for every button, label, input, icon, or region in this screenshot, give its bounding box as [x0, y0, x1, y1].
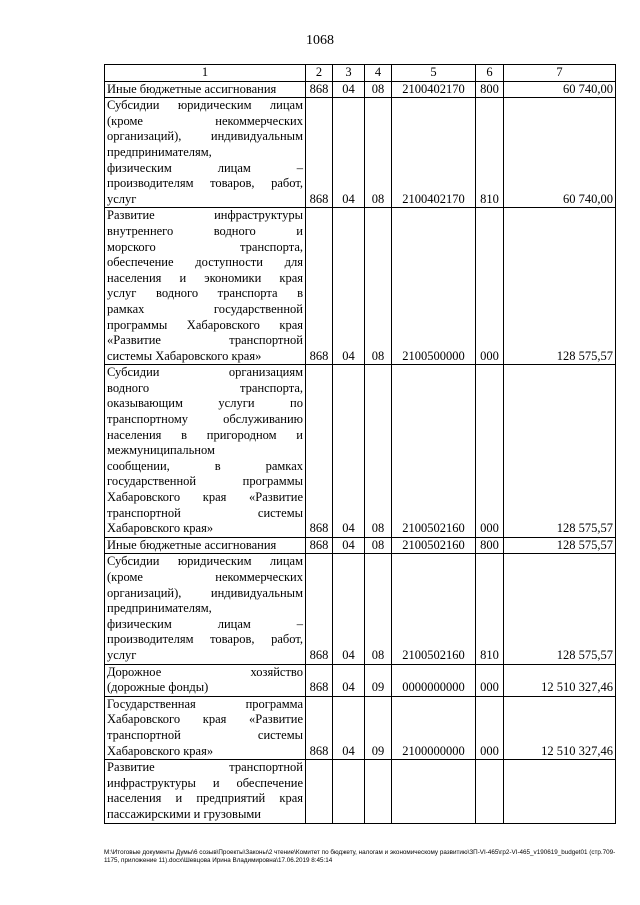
subsection-code-cell: 08 [365, 365, 392, 538]
expense-name-line: оказывающим услуги по [107, 396, 303, 411]
expense-name-line: инфраструктуры и обеспечение [107, 775, 303, 790]
expense-type-cell: 800 [476, 537, 504, 554]
header-cell: 5 [392, 65, 476, 82]
page-number: 1068 [306, 33, 334, 48]
expense-name-line: межмуниципальном [107, 443, 215, 458]
expense-name-line: организаций), индивидуальным [107, 585, 303, 600]
expense-name-cell [105, 81, 306, 98]
expense-name-line: Хабаровского края «Развитие [107, 712, 303, 727]
header-cell: 1 [105, 65, 306, 82]
subsection-code-cell: 08 [365, 554, 392, 664]
target-article-cell: 2100402170 [392, 81, 476, 98]
expense-name-cell [105, 365, 306, 538]
header-cell: 4 [365, 65, 392, 82]
expense-name-line: Дорожное хозяйство [107, 664, 303, 679]
expense-name-cell [105, 696, 306, 759]
expense-name-line: (кроме некоммерческих [107, 113, 303, 128]
expense-type-cell: 800 [476, 81, 504, 98]
expense-name-cell [105, 760, 306, 823]
expense-name-cell [105, 98, 306, 208]
section-code-cell: 04 [333, 554, 365, 664]
table-row [105, 81, 616, 98]
expense-name-line: транспортной системы [107, 505, 303, 520]
expense-name-line: Субсидии юридическим лицам [107, 554, 303, 569]
expense-name-line: производителям товаров, работ, [107, 176, 303, 191]
expense-name-line: (кроме некоммерческих [107, 570, 303, 584]
header-cell: 7 [504, 65, 616, 82]
expense-type-cell: 810 [476, 554, 504, 664]
expense-name-line: Субсидии юридическим лицам [107, 98, 303, 113]
expense-name-line: производителям товаров, работ, [107, 632, 303, 647]
expense-name-cell [105, 208, 306, 365]
amount-cell: 60 740,00 [504, 81, 616, 98]
amount-cell: 12 510 327,46 [504, 696, 616, 759]
expense-type-cell: 810 [476, 98, 504, 208]
table-row [105, 537, 616, 554]
subsection-code-cell: 08 [365, 208, 392, 365]
expense-type-cell [476, 760, 504, 823]
section-code-cell: 04 [333, 81, 365, 98]
ministry-code-cell: 868 [306, 696, 333, 759]
expense-name-line: населения и экономики края [107, 270, 303, 285]
header-cell: 6 [476, 65, 504, 82]
table-row [105, 554, 616, 664]
expense-name-line: Хабаровского края «Развитие [107, 490, 303, 505]
expense-name-line: системы Хабаровского края» [107, 348, 262, 363]
amount-cell: 60 740,00 [504, 98, 616, 208]
ministry-code-cell: 868 [306, 208, 333, 365]
target-article-cell: 0000000000 [392, 664, 476, 696]
target-article-cell: 2100502160 [392, 537, 476, 554]
expense-name-line: (дорожные фонды) [107, 680, 209, 695]
expense-name-line: сообщении, в рамках [107, 458, 303, 473]
expense-name-line: морского транспорта, [107, 239, 303, 254]
table-row [105, 98, 616, 208]
expense-name-cell [105, 664, 306, 696]
expense-name-line: обеспечение доступности для [107, 255, 303, 270]
expense-type-cell: 000 [476, 208, 504, 365]
expense-name-line: Развитие инфраструктуры [107, 208, 303, 223]
amount-cell: 128 575,57 [504, 208, 616, 365]
table-row [105, 365, 616, 538]
expense-name-line: пассажирскими и грузовыми [107, 806, 261, 821]
ministry-code-cell: 868 [306, 537, 333, 554]
expense-name-line: рамках государственной [107, 301, 303, 316]
budget-table [104, 64, 616, 824]
amount-cell: 12 510 327,46 [504, 664, 616, 696]
expense-name-line: Субсидии организациям [107, 365, 303, 380]
expense-name-line: населения в пригородном и [107, 427, 303, 442]
expense-name-line: организаций), индивидуальным [107, 129, 303, 144]
subsection-code-cell [365, 760, 392, 823]
expense-name-line: «Развитие транспортной [107, 333, 303, 348]
expense-name-line: услуг [107, 647, 137, 662]
target-article-cell [392, 760, 476, 823]
subsection-code-cell: 09 [365, 664, 392, 696]
target-article-cell: 2100402170 [392, 98, 476, 208]
expense-name-line: программы Хабаровского края [107, 317, 303, 332]
expense-name-line: предпринимателям, [107, 144, 212, 159]
amount-cell: 128 575,57 [504, 554, 616, 664]
expense-name-line: водного транспорта, [107, 380, 303, 395]
target-article-cell: 2100500000 [392, 208, 476, 365]
table-row [105, 760, 616, 823]
section-code-cell: 04 [333, 98, 365, 208]
expense-name-line: внутреннего водного и [107, 223, 303, 238]
expense-name-line: Иные бюджетные ассигнования [107, 537, 277, 552]
expense-name-line: Иные бюджетные ассигнования [107, 81, 277, 96]
section-code-cell: 04 [333, 664, 365, 696]
header-cell: 3 [333, 65, 365, 82]
ministry-code-cell: 868 [306, 664, 333, 696]
section-code-cell: 04 [333, 696, 365, 759]
table-row [105, 664, 616, 696]
amount-cell: 128 575,57 [504, 365, 616, 538]
expense-name-line: услуг [107, 191, 137, 206]
table-row [105, 696, 616, 759]
amount-cell [504, 760, 616, 823]
ministry-code-cell: 868 [306, 98, 333, 208]
expense-name-line: физическим лицам – [107, 616, 303, 631]
expense-name-cell [105, 554, 306, 664]
table-row [105, 208, 616, 365]
expense-name-cell [105, 537, 306, 554]
target-article-cell: 2100502160 [392, 365, 476, 538]
subsection-code-cell: 09 [365, 696, 392, 759]
section-code-cell: 04 [333, 537, 365, 554]
expense-type-cell: 000 [476, 365, 504, 538]
expense-name-line: услуг водного транспорта в [107, 286, 303, 301]
expense-name-line: государственной программы [107, 474, 303, 489]
ministry-code-cell: 868 [306, 81, 333, 98]
table-header-row [105, 65, 616, 82]
amount-cell: 128 575,57 [504, 537, 616, 554]
expense-name-line: Государственная программа [107, 696, 303, 711]
expense-name-line: Развитие транспортной [107, 760, 303, 775]
ministry-code-cell [306, 760, 333, 823]
header-cell: 2 [306, 65, 333, 82]
expense-name-line: транспортному обслуживанию [107, 412, 303, 427]
expense-name-line: транспортной системы [107, 727, 303, 742]
expense-name-line: физическим лицам – [107, 160, 303, 175]
expense-name-line: предпринимателям, [107, 601, 212, 616]
expense-name-line: Хабаровского края» [107, 521, 214, 536]
expense-type-cell: 000 [476, 696, 504, 759]
expense-type-cell: 000 [476, 664, 504, 696]
section-code-cell [333, 760, 365, 823]
document-path-footer: M:\Итоговые документы Думы\6 созыв\Проекты\Законы\2 чтение\Комитет по бюджету, налогам и экономическому развитию\ЗП-VI-465\гр2-VI-465_v190619_budget01 (стр.709-1175, приложение 11).docx\Шевцова Ирина Владимировна\17.06.2019 8:45:14 [104, 849, 616, 864]
target-article-cell: 2100000000 [392, 696, 476, 759]
expense-name-line: Хабаровского края» [107, 743, 214, 758]
section-code-cell: 04 [333, 365, 365, 538]
subsection-code-cell: 08 [365, 81, 392, 98]
target-article-cell: 2100502160 [392, 554, 476, 664]
section-code-cell: 04 [333, 208, 365, 365]
ministry-code-cell: 868 [306, 365, 333, 538]
expense-name-line: населения и предприятий края [107, 791, 303, 806]
subsection-code-cell: 08 [365, 98, 392, 208]
subsection-code-cell: 08 [365, 537, 392, 554]
ministry-code-cell: 868 [306, 554, 333, 664]
